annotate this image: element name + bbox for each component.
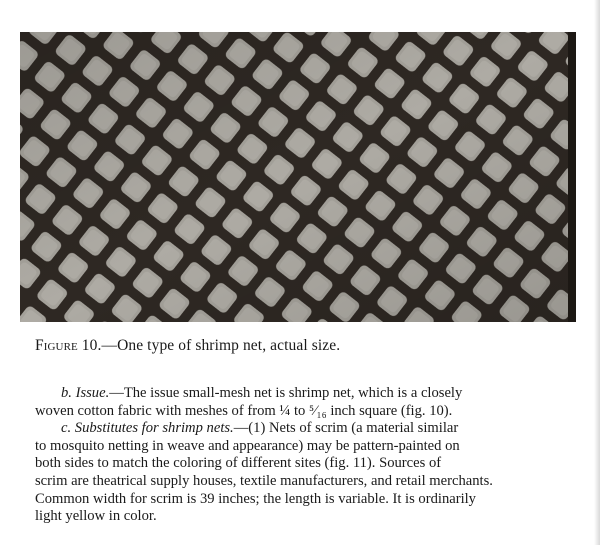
paragraph-c-line-5: Common width for scrim is 39 inches; the length is variable. It is ordinarily [35,490,476,507]
shrimp-net-photo [20,32,576,322]
figure-caption-text: —One type of shrimp net, actual size. [101,337,341,354]
body-text [35,385,575,526]
figure-label: Figure 10. [35,337,102,354]
paragraph-c-line-2: to mosquito netting in weave and appearance) may be pattern-painted on [35,437,460,454]
figure-caption [35,337,340,355]
paragraph-b-line-1 [35,385,575,403]
page-edge-shadow [594,0,600,545]
paragraph-c-line-3: both sides to match the coloring of different sites (fig. 11). Sources of [35,455,442,472]
paragraph-c-line-6: light yellow in color. [35,508,157,525]
net-mesh-image [20,32,576,322]
paragraph-c-line-1 [35,420,575,438]
paragraph-c-line-4: scrim are theatrical supply houses, textile manufacturers, and retail merchants. [35,472,493,489]
paragraph-b-line-2: woven cotton fabric with meshes of from ¼ to ⁵⁄₁₆ inch square (fig. 10). [35,402,453,419]
substitutes-heading: c. Substitutes for shrimp nets. [61,420,234,437]
paragraph-c-text-1: —(1) Nets of scrim (a material similar [233,420,459,437]
issue-heading: b. Issue. [61,385,110,401]
paragraph-b-text-1: —The issue small-mesh net is shrimp net, which is a closely [109,385,463,401]
